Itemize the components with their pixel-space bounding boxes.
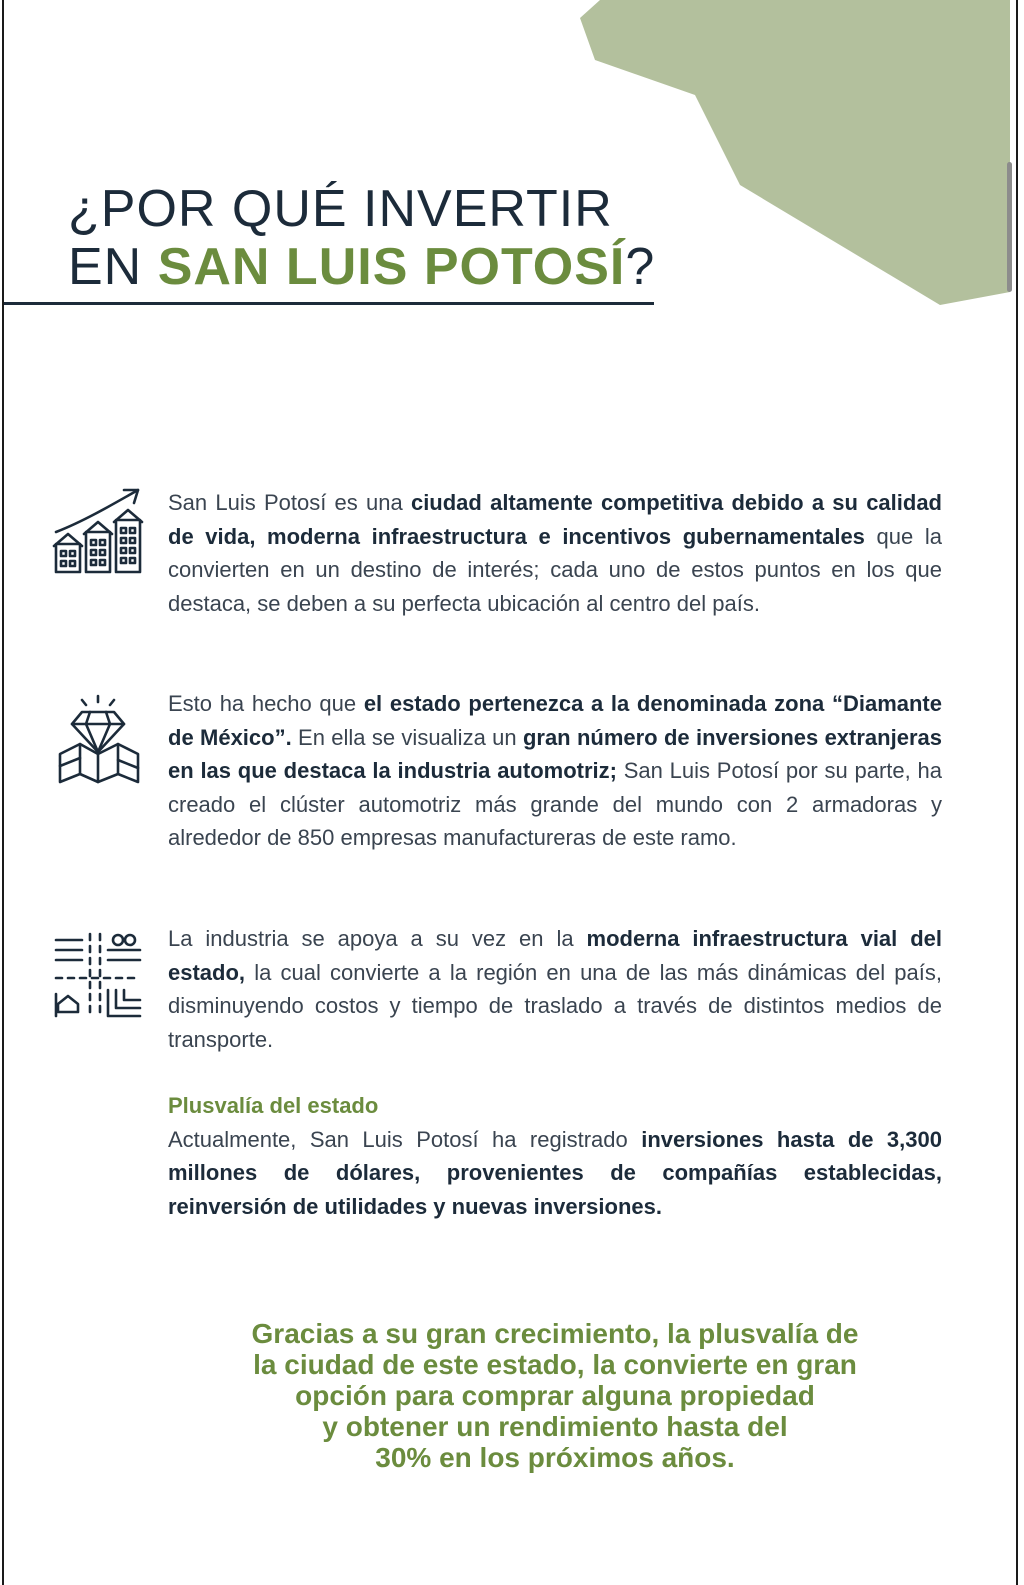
section-1-text: San Luis Potosí es una	[168, 490, 411, 515]
closing-statement	[150, 1318, 960, 1473]
section-infrastructure	[168, 922, 942, 1056]
title-line-2-suffix: ?	[625, 238, 656, 296]
page-title	[68, 180, 655, 296]
section-diamond-zone	[168, 687, 942, 855]
section-4-text: Actualmente, San Luis Potosí ha registrado	[168, 1126, 642, 1152]
growth-buildings-icon	[52, 484, 144, 576]
section-4-heading: Plusvalía del estado	[168, 1093, 379, 1118]
closing-line-1: Gracias a su gran crecimiento, la plusvalía de	[251, 1318, 859, 1349]
title-accent: SAN LUIS POTOSÍ	[157, 238, 626, 296]
title-line-2-prefix: EN	[68, 238, 158, 296]
title-underline	[4, 302, 654, 305]
section-3-text-2: la cual convierte a la región en una de las más dinámicas del país, disminuyendo costos y tiempo de traslado a través de distintos medios de transporte.	[168, 959, 942, 1052]
section-2-text-3: San Luis Potosí por su parte, ha creado el clúster automotriz más grande del mundo con 2 armadoras y alrededor de 850 empresas manufactureras de este ramo.	[168, 758, 943, 850]
scrollbar-thumb[interactable]	[1007, 162, 1012, 292]
section-3-text: La industria se apoya a su vez en la	[168, 926, 587, 951]
diamond-map-icon	[52, 694, 144, 786]
title-line-1: ¿POR QUÉ INVERTIR	[68, 180, 613, 238]
section-2-text: Esto ha hecho que	[168, 691, 364, 716]
closing-line-2: la ciudad de este estado, la convierte en gran	[253, 1349, 857, 1380]
road-map-icon	[52, 930, 144, 1022]
section-2-text-2: En ella se visualiza un	[291, 724, 523, 750]
section-2-bold: el estado pertenezca a la denominada zona “Diamante de México”.	[168, 691, 942, 750]
closing-line-5: 30% en los próximos años.	[375, 1442, 735, 1473]
section-3-bold: moderna infraestructura vial del estado,	[168, 926, 942, 985]
closing-line-4: y obtener un rendimiento hasta del	[322, 1411, 788, 1442]
closing-line-3: opción para comprar alguna propiedad	[295, 1380, 815, 1411]
section-competitiveness	[168, 486, 942, 620]
section-plusvalia	[168, 1089, 942, 1223]
section-2-bold-2: gran número de inversiones extranjeras en las que destaca la industria automotriz;	[168, 724, 942, 783]
section-1-text-2: que la convierten en un destino de interés; cada uno de estos puntos en los que destaca, se deben a su perfecta ubicación al centro del país.	[168, 523, 942, 616]
section-1-bold: ciudad altamente competitiva debido a su calidad de vida, moderna infraestructura e incentivos gubernamentales	[168, 490, 942, 549]
section-4-bold: inversiones hasta de 3,300 millones de dólares, provenientes de compañías establecidas, reinversión de utilidades y nuevas inversiones.	[168, 1126, 942, 1219]
